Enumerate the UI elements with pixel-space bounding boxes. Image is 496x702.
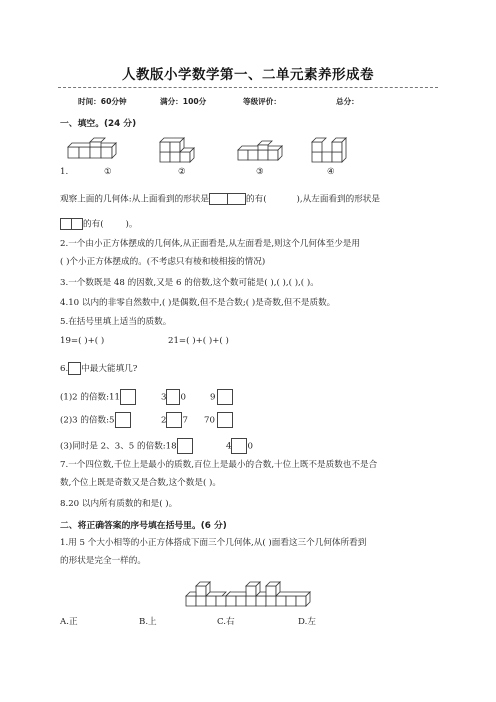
q6-row1-box3 <box>217 389 233 405</box>
option-c: C.右 <box>217 617 235 627</box>
option-d: D.左 <box>298 617 316 627</box>
q6-row2-box3 <box>217 412 233 428</box>
q6-row1-label: (1)2 的倍数:11 <box>60 392 120 403</box>
option-b: B.上 <box>139 617 157 627</box>
q1-line1-text-c: ),从左面看到的形状是 <box>296 194 380 205</box>
q6-row2 <box>60 412 131 428</box>
q6-suffix: 中最大能填几? <box>81 364 138 374</box>
q5-equation-2: 21=( )+( )+( ) <box>168 336 229 346</box>
q1-line1 <box>60 193 380 206</box>
page-title: 人教版小学数学第一、二单元素养形成卷 <box>122 67 374 83</box>
q5-equation-1: 19=( )+( ) <box>60 336 105 346</box>
q7-line1: 7.一个四位数,千位上是最小的质数,百位上是最小的合数,十位上既不是质数也不是合 <box>60 460 378 470</box>
q2-line2: ( )个小正方体摆成的。(不考虑只有棱和棱相接的情况) <box>60 257 266 267</box>
s2-q1-line2: 的形状是完全一样的。 <box>60 556 146 566</box>
solid-figure-3 <box>238 140 288 164</box>
q6-row2-item3 <box>204 412 233 428</box>
shape-box-left-a <box>60 218 72 230</box>
grade-label: 等级评价： <box>243 97 281 106</box>
q7-line2: 数,个位上既是奇数又是合数,这个数是( )。 <box>60 478 221 488</box>
q6-row1-box2 <box>166 389 180 405</box>
q6-row3-box1 <box>177 438 193 454</box>
q6-row3 <box>60 438 193 454</box>
q4-text: 4.10 以内的非零自然数中,( )是偶数,但不是合数;( )是奇数,但不是质数。 <box>60 298 336 308</box>
q1-line2-text-c: )。 <box>125 219 138 230</box>
q6-row3-n2b: 0 <box>247 441 253 452</box>
q1-line2 <box>60 218 138 231</box>
q6-row2-n3: 70 <box>204 415 215 426</box>
q1-number: 1. <box>60 167 69 177</box>
q6-row1-item2 <box>161 389 186 405</box>
section1-heading: 一、填空。(24 分) <box>60 119 137 129</box>
figure-label-2: ② <box>178 167 186 177</box>
q6-blank-box <box>68 362 81 375</box>
q6-row1-item3 <box>210 389 233 405</box>
q1-line2-text-b: 的有( <box>83 219 104 230</box>
figure-label-1: ① <box>104 167 112 177</box>
shape-box-left-b <box>72 218 83 230</box>
q6-row2-box1 <box>115 412 131 428</box>
q6-row1-n3: 9 <box>210 392 216 403</box>
q8-text: 8.20 以内所有质数的和是( )。 <box>60 499 178 509</box>
solid-figure-7 <box>266 578 312 608</box>
solid-figure-1 <box>68 138 128 162</box>
score-label: 满分：100分 <box>160 97 207 106</box>
q1-line1-text-a: 观察上面的几何体:从上面看到的形状是 <box>60 194 209 205</box>
q6-row1-box1 <box>120 389 136 405</box>
q6-row1-n2: 3 <box>161 392 167 403</box>
s2-q1-line1: 1.用 5 个大小相等的小正方体搭成下面三个几何体,从( )面看这三个几何体所看到 <box>60 538 367 548</box>
shape-box-top-a <box>209 193 228 205</box>
q6-row3-box2 <box>231 438 247 454</box>
option-a: A.正 <box>60 617 78 627</box>
q6-row2-label: (2)3 的倍数:5 <box>60 415 115 426</box>
shape-box-top-b <box>228 193 246 205</box>
figure-label-3: ③ <box>256 167 264 177</box>
q6-row2-box2 <box>166 412 182 428</box>
q6-row1-n2b: 0 <box>180 392 186 403</box>
q6-row3-label: (3)同时是 2、3、5 的倍数:18 <box>60 441 177 452</box>
figure-label-4: ④ <box>327 167 335 177</box>
solid-figure-2 <box>160 136 200 164</box>
q5-text: 5.在括号里填上适当的质数。 <box>60 317 172 327</box>
q6-row3-item2 <box>226 438 253 454</box>
q6-row2-item2 <box>161 412 188 428</box>
q6-row2-n2b: 7 <box>182 415 188 426</box>
q6-text <box>60 362 137 375</box>
section2-heading: 二、将正确答案的序号填在括号里。(6 分) <box>60 521 227 531</box>
q6-row2-n2: 2 <box>161 415 167 426</box>
q6-prefix: 6. <box>60 364 69 374</box>
q1-line1-text-b: 的有( <box>246 194 267 205</box>
q2-line1: 2.一个由小正方体摆成的几何体,从正面看是,从左面看是,则这个几何体至少是用 <box>60 239 360 249</box>
solid-figure-4 <box>312 136 352 164</box>
q3-text: 3.一个数既是 48 的因数,又是 6 的倍数,这个数可能是( ),( ),( ),( )。 <box>60 278 319 288</box>
q6-row1 <box>60 389 136 405</box>
total-label: 总分： <box>336 97 359 106</box>
time-label: 时间：60分钟 <box>78 97 127 106</box>
q6-row3-n2: 4 <box>226 441 232 452</box>
header-divider <box>58 87 438 88</box>
